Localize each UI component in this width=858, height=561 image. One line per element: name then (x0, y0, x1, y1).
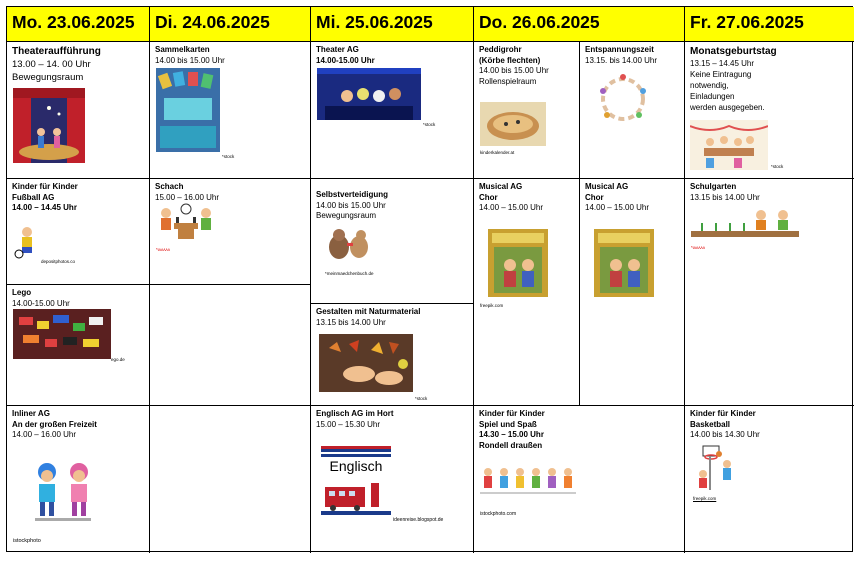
cell-di-schach (150, 179, 311, 285)
children-circle-image (592, 68, 654, 130)
cell-time: 14.00-15.00 Uhr (316, 55, 375, 65)
header-friday: Fr. 27.06.2025 (685, 7, 854, 42)
inline-skating-kids-image (23, 458, 103, 528)
cell-do-entspannung (580, 42, 685, 179)
cell-time: 14.00 – 16.00 Uhr (12, 430, 77, 439)
cell-title: Musical AG (585, 182, 629, 191)
cell-title: Selbstverteidigung (316, 190, 389, 199)
cell-mi-theater-ag (311, 42, 474, 179)
cell-di-empty-2 (150, 406, 311, 553)
cell-note-4: werden ausgegeben. (690, 103, 765, 112)
cell-title: Kinder für Kinder (479, 409, 545, 418)
puppet-stage-image (317, 68, 421, 120)
cell-mo-lego (7, 285, 150, 406)
cell-room: Rollenspielraum (479, 76, 537, 86)
cell-time: 14.00 – 15.00 Uhr (585, 203, 650, 212)
cell-subtitle: (Körbe flechten) (479, 55, 541, 65)
cell-mi-naturmaterial (311, 304, 474, 406)
cell-time: 14.00 bis 15.00 Uhr (479, 66, 549, 75)
cell-di-sammelkarten (150, 42, 311, 179)
cell-subtitle: Chor (479, 192, 498, 202)
cell-room: Bewegungsraum (12, 72, 84, 83)
self-defense-image (319, 225, 375, 267)
cell-subtitle: An der großen Freizeit (12, 419, 97, 429)
cell-note-3: Einladungen (690, 92, 735, 101)
image-credit: *stock (415, 396, 428, 401)
basketball-kids-image (693, 444, 739, 492)
header-tuesday: Di. 24.06.2025 (150, 7, 311, 42)
chess-kids-image (156, 203, 216, 243)
image-credit: ideenreise.blogspot.de (393, 517, 444, 523)
cell-title: Entspannungszeit (585, 45, 654, 54)
trading-cards-image (156, 68, 220, 152)
cell-time: 14.00 bis 15.00 Uhr (316, 200, 386, 210)
cell-mi-selbstverteidigung (311, 179, 474, 304)
cell-time: 15.00 – 16.00 Uhr (155, 192, 220, 202)
cell-do-peddigrohr (474, 42, 580, 179)
football-kid-image (13, 225, 39, 259)
image-credit: *stock (423, 122, 436, 127)
cell-mo-fussball (7, 179, 150, 285)
cell-do-spiel-spass (474, 406, 685, 553)
playing-kids-image (480, 464, 576, 504)
weekly-schedule-table (6, 6, 853, 552)
cell-title: Peddigrohr (479, 45, 522, 54)
nature-craft-image (319, 334, 413, 392)
cell-title: Sammelkarten (155, 45, 210, 54)
cell-time: 14.00 – 14.45 Uhr (12, 203, 77, 212)
cell-title: Theateraufführung (12, 46, 101, 57)
cell-subtitle: Chor (585, 192, 604, 202)
cell-fr-geburtstag (685, 42, 854, 179)
image-credit: *stock (222, 154, 235, 159)
image-credit: istockphoto (13, 538, 41, 544)
cell-di-empty-1 (150, 285, 311, 406)
cell-time: 13.15 bis 14.00 Uhr (690, 192, 760, 202)
musical-cd-image (488, 229, 548, 297)
image-credit: kinderkalender.at (480, 150, 515, 155)
cell-note-1: Keine Eintragung (690, 70, 752, 79)
cell-mo-theater (7, 42, 150, 179)
theater-stage-image (13, 88, 85, 163)
image-credit: freepik.com (693, 496, 717, 501)
cell-time: 13.15 bis 14.00 Uhr (316, 317, 386, 327)
image-credit: freepik.com (480, 303, 504, 308)
cell-mo-inliner (7, 406, 150, 553)
englisch-sign-image (321, 446, 391, 518)
image-credit: *stock (771, 164, 784, 169)
cell-title: Theater AG (316, 45, 359, 54)
image-credit: *ɩᴧᴧᴧᴧᴧ (691, 245, 706, 250)
image-credit: istockphoto.com (480, 511, 517, 517)
cell-title: Schulgarten (690, 182, 737, 191)
cell-title: Musical AG (479, 182, 523, 191)
cell-time: 14.00 bis 15.00 Uhr (155, 55, 225, 65)
cell-title: Monatsgeburtstag (690, 46, 777, 57)
cell-time: 14.30 – 15.00 Uhr (479, 430, 544, 439)
cell-time: 13.00 – 14. 00 Uhr (12, 59, 91, 70)
cell-fr-basketball (685, 406, 854, 553)
cell-title: Lego (12, 288, 32, 297)
header-thursday: Do. 26.06.2025 (474, 7, 685, 42)
cell-time: 14.00 bis 14.30 Uhr (690, 430, 760, 439)
basket-weaving-image (480, 102, 546, 146)
cell-time: 14.00-15.00 Uhr (12, 298, 70, 308)
header-monday: Mo. 23.06.2025 (7, 7, 150, 42)
cell-fr-schulgarten (685, 179, 854, 406)
cell-subtitle: Basketball (690, 419, 731, 429)
cell-title: Gestalten mit Naturmaterial (316, 307, 421, 316)
birthday-party-image (690, 120, 768, 170)
cell-do-musical-1 (474, 179, 580, 406)
image-credit: *meinmaedchenbuch.de (325, 271, 374, 276)
cell-time: 14.00 – 15.00 Uhr (479, 203, 544, 212)
cell-title: Kinder für Kinder (690, 409, 756, 418)
cell-time: 15.00 – 15.30 Uhr (316, 419, 381, 429)
cell-subtitle: Spiel und Spaß (479, 419, 537, 429)
cell-location: Rondell draußen (479, 440, 543, 450)
image-credit: depositphotos.co (41, 259, 76, 264)
image-credit: *ɩᴧᴧᴧᴧᴧ (156, 247, 171, 252)
cell-time: 13.15. bis 14.00 Uhr (585, 55, 658, 65)
cell-title: Englisch AG im Hort (316, 409, 394, 418)
cell-title: Inliner AG (12, 409, 50, 418)
cell-subtitle: Fußball AG (12, 192, 55, 202)
cell-title: Kinder für Kinder (12, 182, 78, 191)
gardening-kids-image (691, 205, 799, 241)
header-wednesday: Mi. 25.06.2025 (311, 7, 474, 42)
image-credit: ego.de (111, 357, 125, 362)
cell-room: Bewegungsraum (316, 211, 377, 220)
cell-mi-englisch (311, 406, 474, 553)
englisch-label: Englisch (329, 458, 383, 474)
cell-time: 13.15 – 14.45 Uhr (690, 59, 755, 68)
cell-note-2: notwendig, (690, 81, 729, 90)
lego-bricks-image (13, 309, 111, 359)
musical-cd-image (594, 229, 654, 297)
cell-title: Schach (155, 182, 184, 191)
cell-do-musical-2 (580, 179, 685, 406)
